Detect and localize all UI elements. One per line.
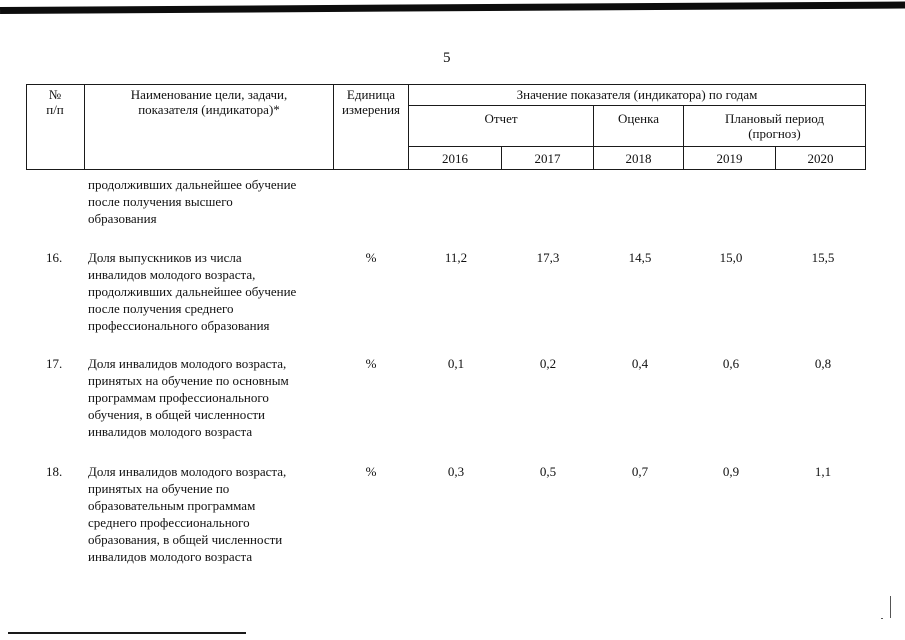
continuation-text: продолживших дальнейшее обучение после получения высшего образования: [88, 177, 297, 226]
header-year-2020: 2020: [807, 151, 834, 166]
row-name: Доля инвалидов молодого возраста, принятых на обучение по образовательным программам среднего профессионального образования, в общей численности инвалидов молодого возраста: [88, 464, 287, 564]
header-col-no: № п/п: [46, 87, 64, 117]
header-col-name: Наименование цели, задачи, показателя (индикатора)*: [130, 87, 288, 117]
value-2016: 11,2: [444, 250, 468, 265]
header-col-values: Значение показателя (индикатора) по годам: [516, 87, 758, 102]
header-inner-rule-2: [408, 146, 866, 147]
value-2019: 0,6: [722, 356, 740, 371]
scan-artifact: [881, 618, 883, 619]
value-2019: 0,9: [722, 464, 740, 479]
header-year-2017: 2017: [534, 151, 561, 166]
value-2017: 0,5: [539, 464, 557, 479]
row-unit: %: [365, 250, 377, 265]
value-2018: 0,7: [631, 464, 649, 479]
header-vline: [865, 84, 866, 170]
header-top-rule: [26, 84, 866, 85]
value-2017: 17,3: [536, 250, 560, 265]
row-unit: %: [365, 356, 377, 371]
value-2018: 14,5: [628, 250, 652, 265]
row-number: 17.: [46, 356, 63, 371]
value-2019: 15,0: [719, 250, 743, 265]
value-2016: 0,3: [447, 464, 465, 479]
header-bottom-rule: [26, 169, 866, 170]
value-2018: 0,4: [631, 356, 649, 371]
row-unit: %: [365, 464, 377, 479]
header-year-2018: 2018: [625, 151, 652, 166]
value-2016: 0,1: [447, 356, 465, 371]
header-group-estimate: Оценка: [618, 111, 659, 126]
header-group-plan: Плановый период (прогноз): [724, 111, 825, 141]
header-year-2016: 2016: [442, 151, 468, 166]
row-number: 18.: [46, 464, 63, 479]
table-header: [26, 84, 866, 170]
scan-top-border: [0, 1, 905, 14]
value-2020: 15,5: [811, 250, 835, 265]
header-inner-rule-1: [408, 105, 866, 106]
value-2017: 0,2: [539, 356, 557, 371]
footnote-rule: [8, 632, 246, 634]
header-col-unit: Единица измерения: [341, 87, 401, 117]
scan-artifact: [890, 596, 891, 618]
header-year-2019: 2019: [716, 151, 743, 166]
page-number: 5: [443, 50, 451, 66]
value-2020: 0,8: [814, 356, 832, 371]
header-group-report: Отчет: [484, 111, 518, 126]
row-number: 16.: [46, 250, 63, 265]
row-name: Доля выпускников из числа инвалидов молодого возраста, продолживших дальнейшее обучение после получения среднего профессионального образования: [88, 250, 297, 333]
row-name: Доля инвалидов молодого возраста, принятых на обучение по основным программам профессионального обучения, в общей численности инвалидов молодого возраста: [88, 356, 289, 439]
value-2020: 1,1: [814, 464, 832, 479]
